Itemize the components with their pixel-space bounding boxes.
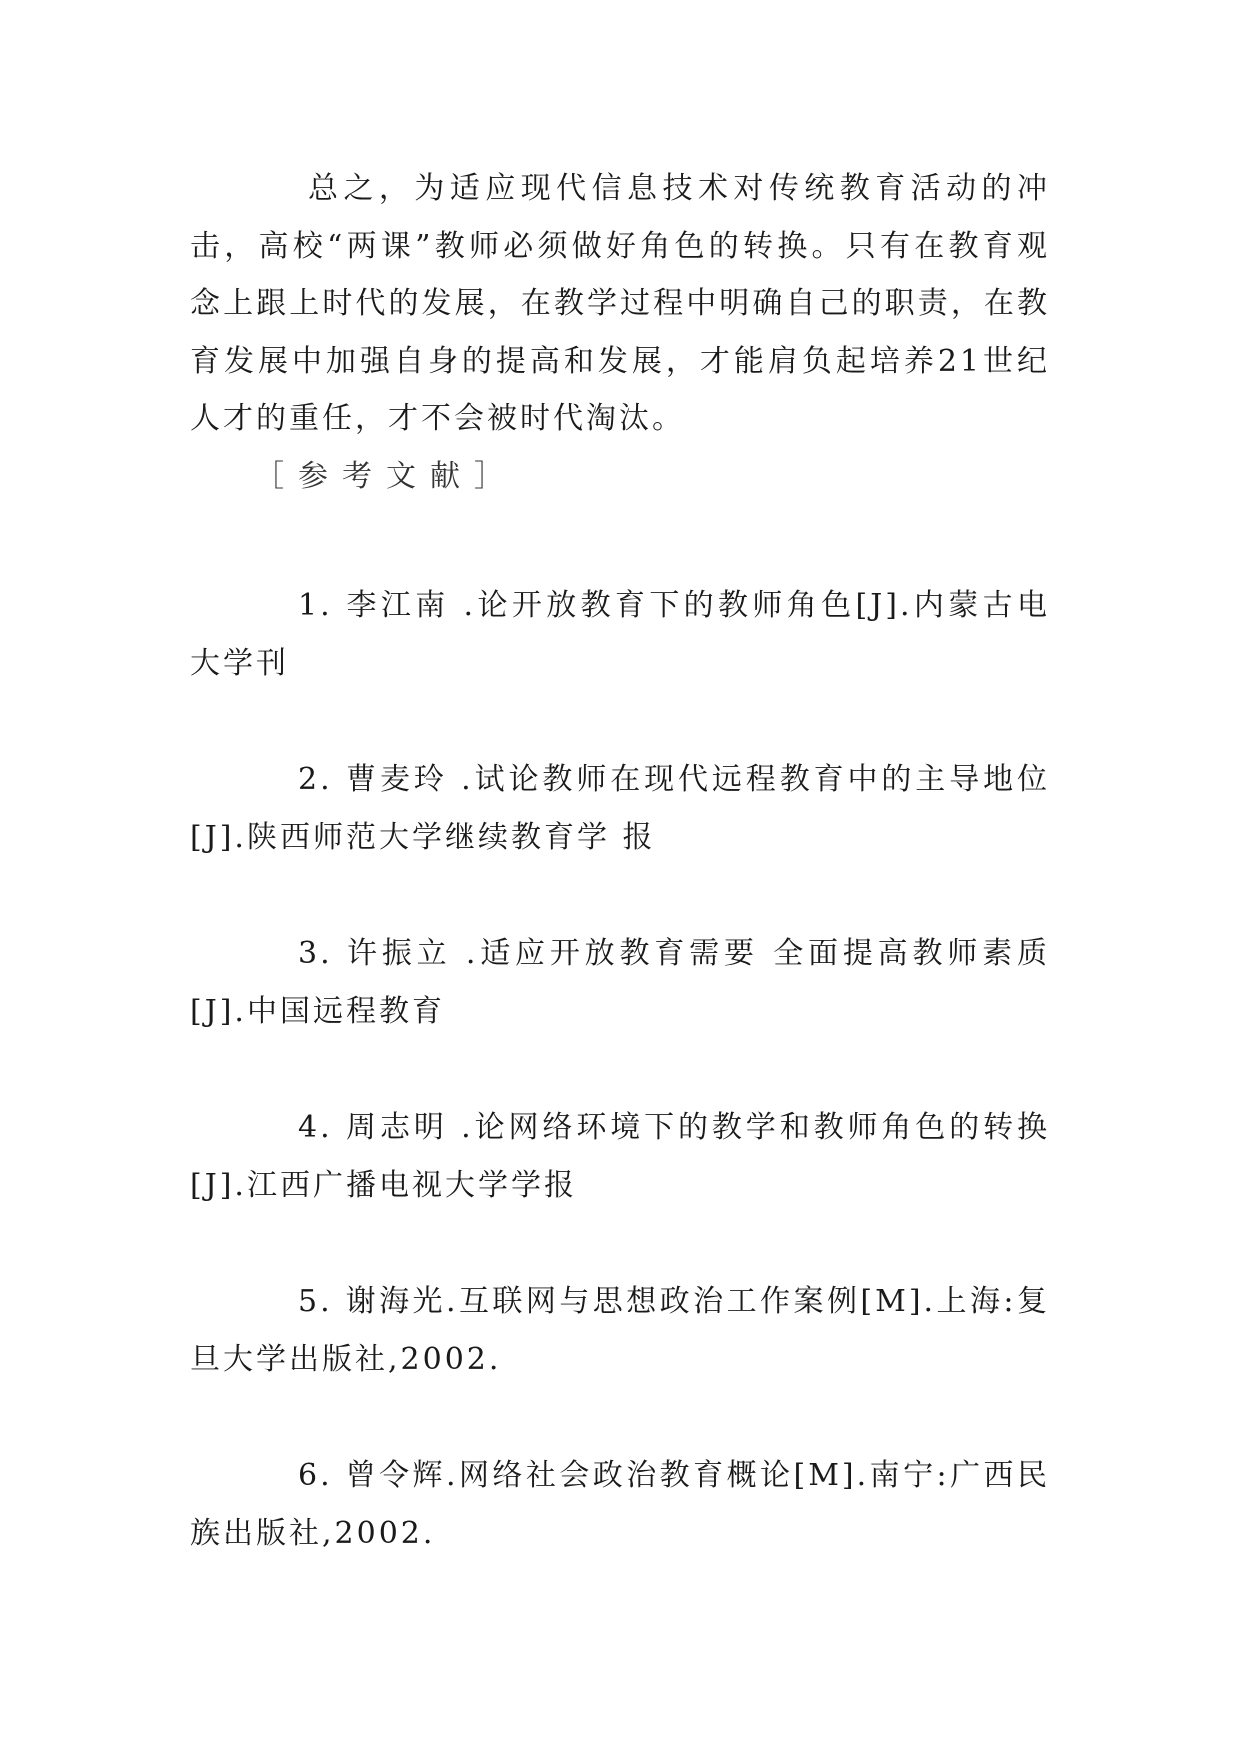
reference-item: 5. 谢海光.互联网与思想政治工作案例[M].上海:复旦大学出版社,2002. [190,1284,1050,1377]
reference-item: 4. 周志明 .论网络环境下的教学和教师角色的转换[J].江西广播电视大学学报 [190,1110,1050,1203]
document-page [190,160,1050,1562]
reference-item: 2. 曹麦玲 .试论教师在现代远程教育中的主导地位[J].陕西师范大学继续教育学 报 [190,762,1050,855]
conclusion-paragraph: 总之，为适应现代信息技术对传统教育活动的冲击，高校“两课”教师必须做好角色的转换。只有在教育观念上跟上时代的发展，在教学过程中明确自己的职责，在教育发展中加强自身的提高和发展，才能肩负起培养21世纪人才的重任，才不会被时代淘汰。 [190,171,1050,436]
references-heading: ［参考文献］ [254,458,518,494]
reference-item: 1. 李江南 .论开放教育下的教师角色[J].内蒙古电大学刊 [190,588,1050,681]
reference-item: 6. 曾令辉.网络社会政治教育概论[M].南宁:广西民族出版社,2002. [190,1458,1050,1551]
reference-item: 3. 许振立 .适应开放教育需要 全面提高教师素质[J].中国远程教育 [190,936,1050,1029]
references-list [190,577,1050,1562]
